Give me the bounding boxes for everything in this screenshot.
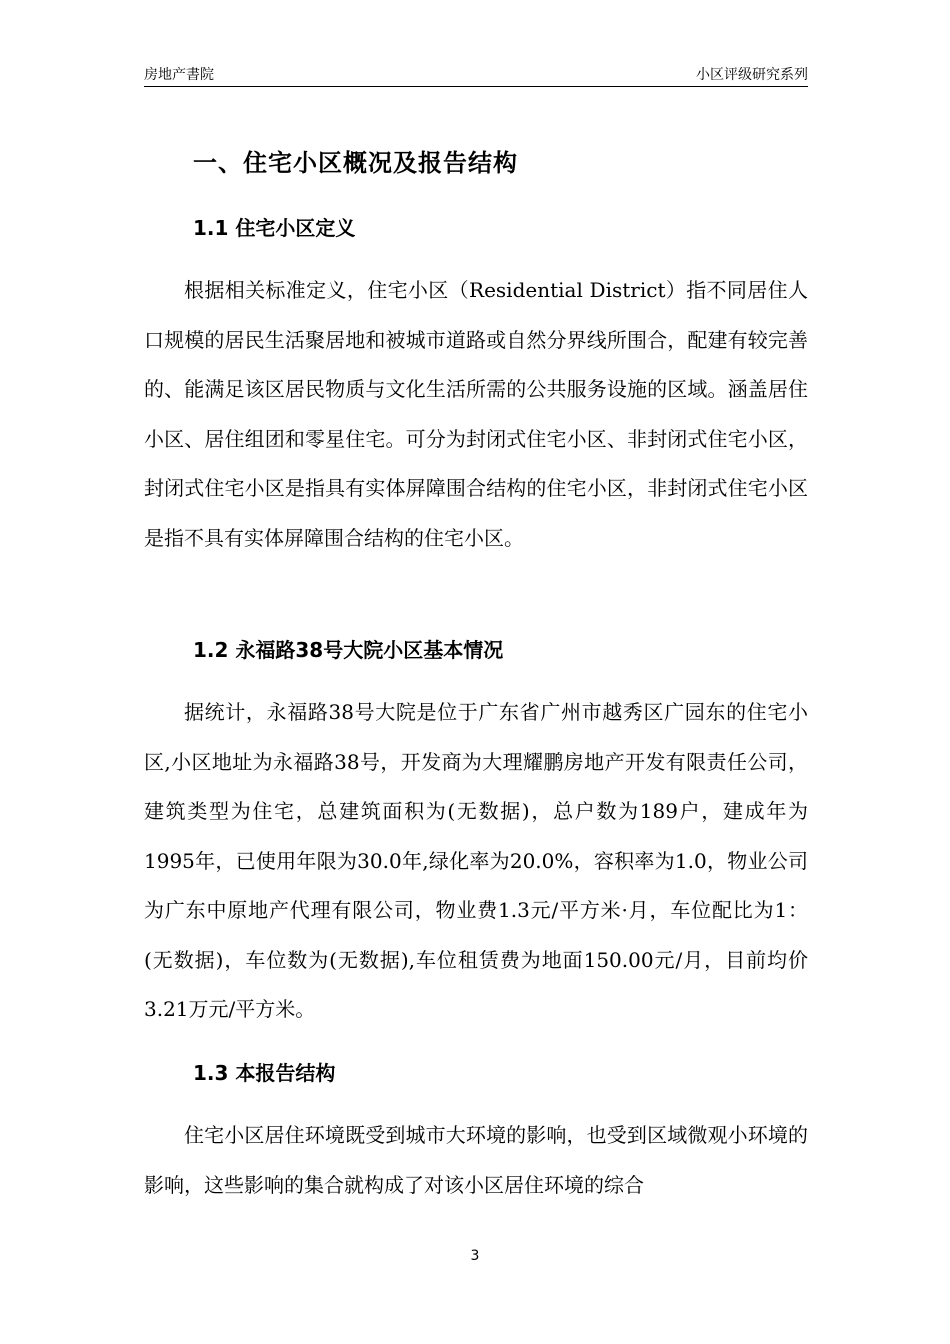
page-number: 3 xyxy=(470,1248,480,1264)
header-publisher: 房地产書院 xyxy=(144,67,214,83)
section-paragraph-1-1: 根据相关标准定义，住宅小区（Residential District）指不同居住人口规模的居民生活聚居地和被城市道路或自然分界线所围合，配建有较完善的、能满足该区居民物质与文化生活所需的公共服务设施的区域。涵盖居住小区、居住组团和零星住宅。可分为封闭式住宅小区、非封闭式住宅小区，封闭式住宅小区是指具有实体屏障围合结构的住宅小区，非封闭式住宅小区是指不具有实体屏障围合结构的住宅小区。 xyxy=(144,278,808,550)
section-paragraph-1-3: 住宅小区居住环境既受到城市大环境的影响，也受到区域微观小环境的影响，这些影响的集合就构成了对该小区居住环境的综合 xyxy=(144,1123,808,1197)
header-series-title: 小区评级研究系列 xyxy=(696,67,808,83)
section-paragraph-1-2: 据统计，永福路38号大院是位于广东省广州市越秀区广园东的住宅小区,小区地址为永福路38号，开发商为大理耀鹏房地产开发有限责任公司，建筑类型为住宅，总建筑面积为(无数据)，总户数为189户，建成年为1995年，已使用年限为30.0年,绿化率为20.0%，容积率为1.0，物业公司为广东中原地产代理有限公司，物业费1.3元/平方米·月，车位配比为1：(无数据)，车位数为(无数据),车位租赁费为地面150.00元/月，目前均价3.21万元/平方米。 xyxy=(144,700,808,1021)
chapter-title: 一、住宅小区概况及报告结构 xyxy=(193,149,518,177)
section-heading-1-3: 1.3 本报告结构 xyxy=(193,1061,336,1085)
page-header xyxy=(144,62,808,87)
section-heading-1-1: 1.1 住宅小区定义 xyxy=(193,216,356,240)
section-heading-1-2: 1.2 永福路38号大院小区基本情况 xyxy=(193,638,504,662)
